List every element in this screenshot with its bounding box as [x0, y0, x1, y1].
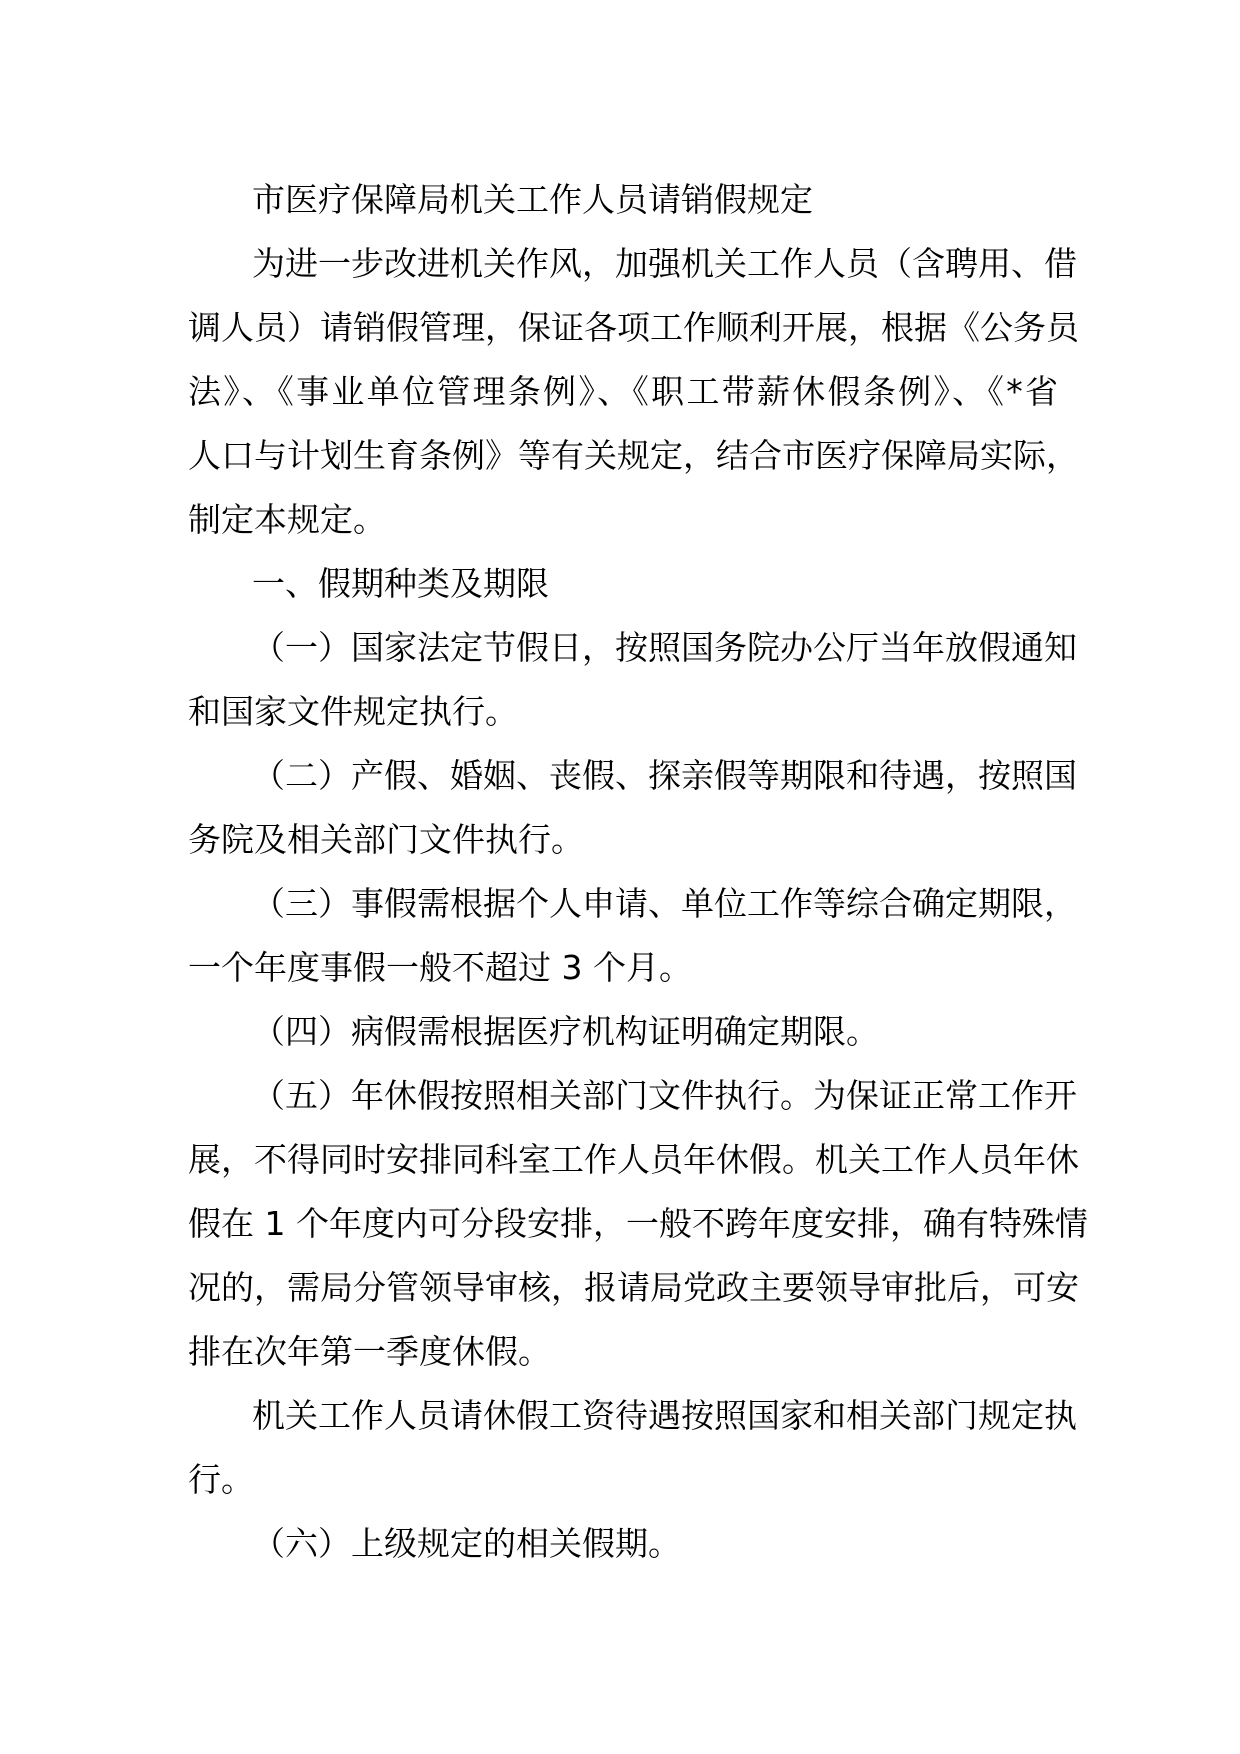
paragraph-line: 制定本规定。	[188, 500, 386, 539]
section-heading: 一、假期种类及期限	[252, 564, 549, 603]
document-title: 市医疗保障局机关工作人员请销假规定	[252, 180, 813, 219]
paragraph-line: 况的，需局分管领导审核，报请局党政主要领导审批后，可安	[188, 1268, 1079, 1307]
paragraph-line: （五）年休假按照相关部门文件执行。为保证正常工作开	[252, 1076, 1077, 1115]
document-body	[188, 168, 1088, 1576]
paragraph-line: 排在次年第一季度休假。	[188, 1332, 551, 1371]
paragraph-line: 一个年度事假一般不超过 3 个月。	[188, 948, 692, 987]
paragraph-line: 假在 1 个年度内可分段安排，一般不跨年度安排，确有特殊情	[188, 1204, 1088, 1243]
paragraph-line: 务院及相关部门文件执行。	[188, 820, 584, 859]
paragraph-line: 展，不得同时安排同科室工作人员年休假。机关工作人员年休	[188, 1140, 1079, 1179]
paragraph-line: 和国家文件规定执行。	[188, 692, 518, 731]
paragraph-line: （一）国家法定节假日，按照国务院办公厅当年放假通知	[252, 628, 1077, 667]
paragraph-line: （三）事假需根据个人申请、单位工作等综合确定期限，	[252, 884, 1077, 923]
paragraph-line: （四）病假需根据医疗机构证明确定期限。	[252, 1012, 879, 1051]
paragraph-line: 人口与计划生育条例》等有关规定，结合市医疗保障局实际，	[188, 436, 1079, 475]
paragraph-line: （六）上级规定的相关假期。	[252, 1524, 681, 1563]
paragraph-line: 调人员）请销假管理，保证各项工作顺利开展，根据《公务员	[188, 308, 1079, 347]
paragraph-line: 机关工作人员请休假工资待遇按照国家和相关部门规定执	[252, 1396, 1077, 1435]
paragraph-line: 法》、《事业单位管理条例》、《职工带薪休假条例》、《*省	[188, 372, 1058, 411]
paragraph-line: （二）产假、婚姻、丧假、探亲假等期限和待遇，按照国	[252, 756, 1077, 795]
paragraph-line: 行。	[188, 1460, 254, 1499]
paragraph-line: 为进一步改进机关作风，加强机关工作人员（含聘用、借	[252, 244, 1077, 283]
